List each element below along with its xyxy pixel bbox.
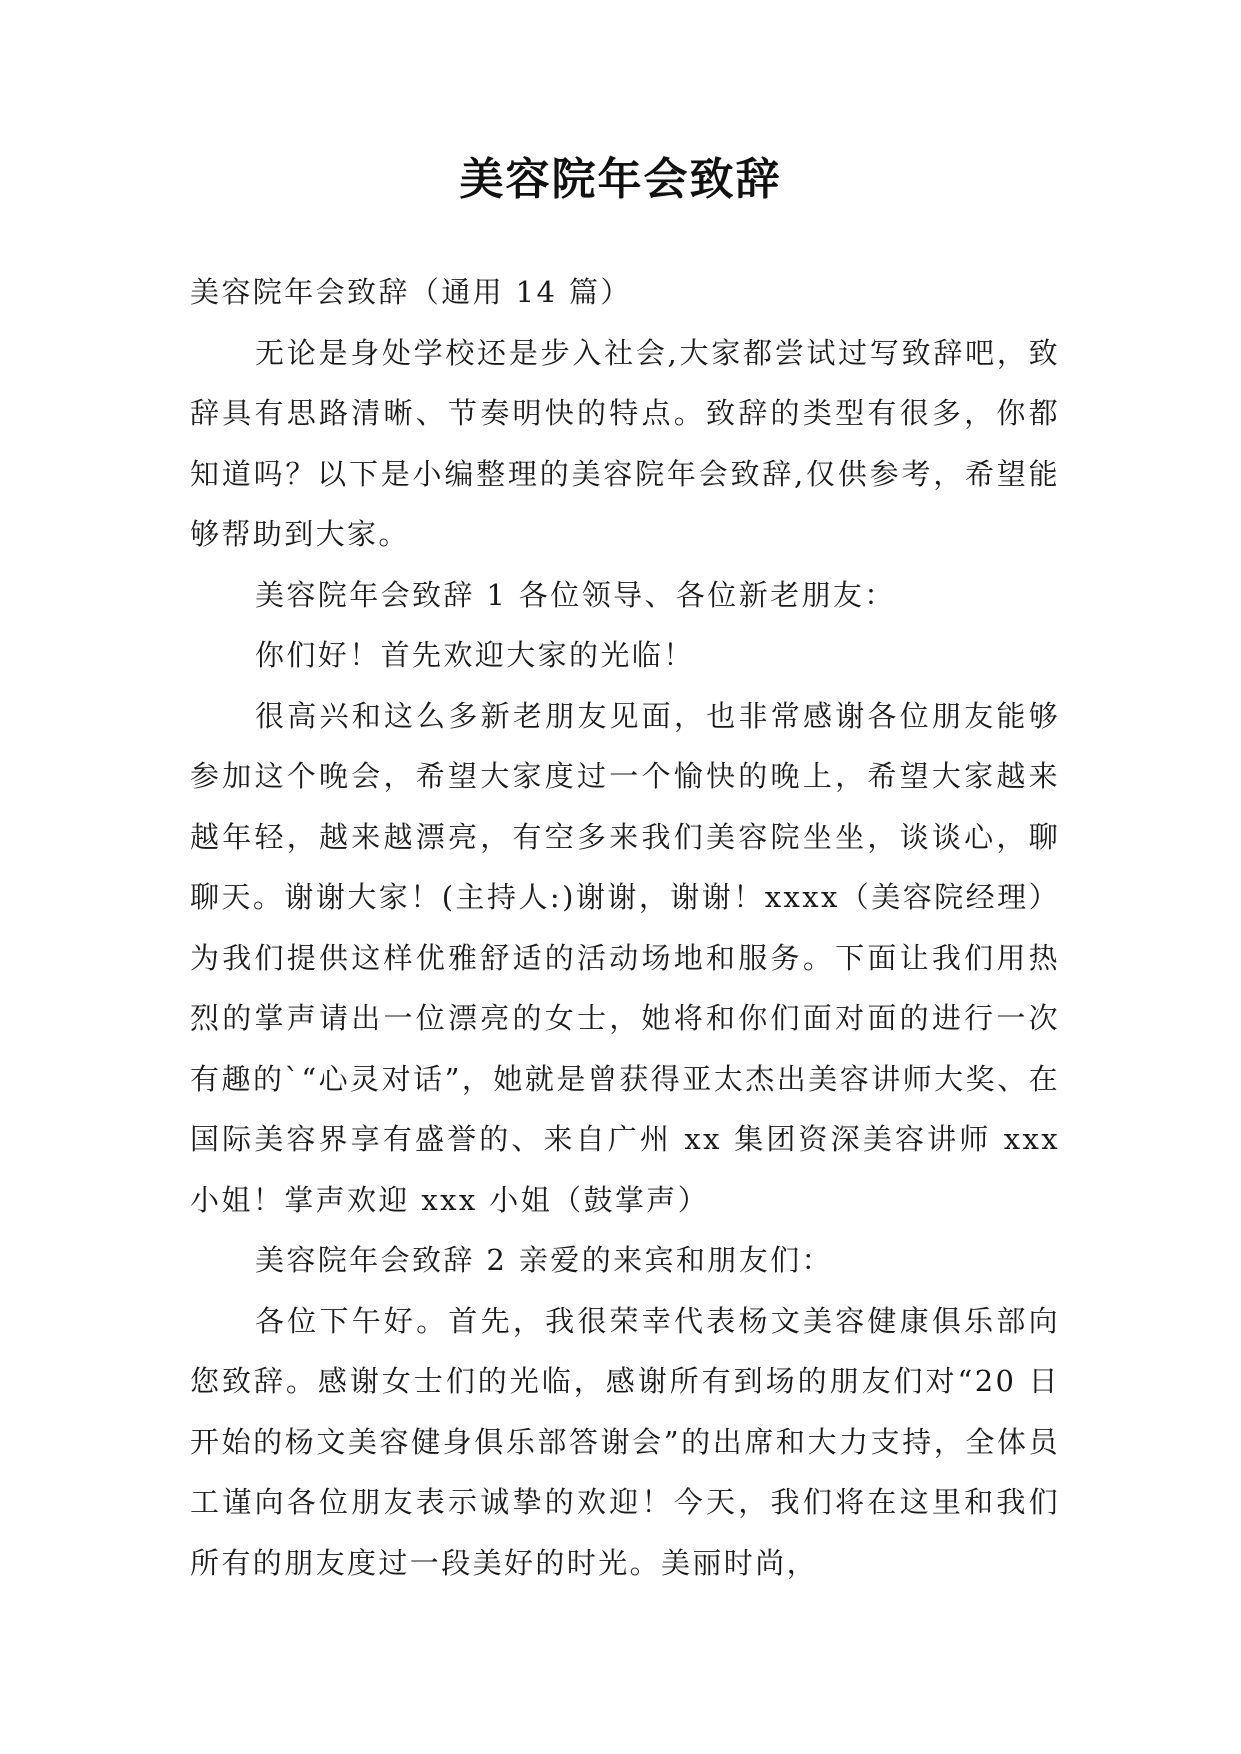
speech-2-heading: 美容院年会致辞 2 亲爱的来宾和朋友们： [255,1243,833,1277]
intro-paragraph: 无论是身处学校还是步入社会,大家都尝试过写致辞吧，致辞具有思路清晰、节奏明快的特点。致辞的类型有很多，你都知道吗？以下是小编整理的美容院年会致辞,仅供参考，希望能够帮助到大家。 [190,335,1060,551]
speech-1-heading: 美容院年会致辞 1 各位领导、各位新老朋友： [255,577,896,612]
document-body [190,262,1060,1593]
speech-1-body: 很高兴和这么多新老朋友见面，也非常感谢各位朋友能够参加这个晚会，希望大家度过一个愉快的晚上，希望大家越来越年轻，越来越漂亮，有空多来我们美容院坐坐，谈谈心，聊聊天。谢谢大家！(主持人:)谢谢，谢谢！xxxx（美容院经理）为我们提供这样优雅舒适的活动场地和服务。下面让我们用热烈的掌声请出一位漂亮的女士，她将和你们面对面的进行一次有趣的`“心灵对话”，她就是曾获得亚太杰出美容讲师大奖、在国际美容界享有盛誉的、来自广州 xx 集团资深美容讲师 xxx 小姐！掌声欢迎 xxx 小姐（鼓掌声） [190,698,1060,1217]
document-subtitle: 美容院年会致辞（通用 14 篇） [190,275,632,309]
speech-1-greeting: 你们好！首先欢迎大家的光临！ [255,638,695,672]
speech-2-body: 各位下午好。首先，我很荣幸代表杨文美容健康俱乐部向您致辞。感谢女士们的光临，感谢所有到场的朋友们对“20 日开始的杨文美容健身俱乐部答谢会”的出席和大力支持，全体员工谨向各位朋友表示诚挚的欢迎！今天，我们将在这里和我们所有的朋友度过一段美好的时光。美丽时尚， [190,1303,1060,1580]
page-title: 美容院年会致辞 [459,154,782,205]
